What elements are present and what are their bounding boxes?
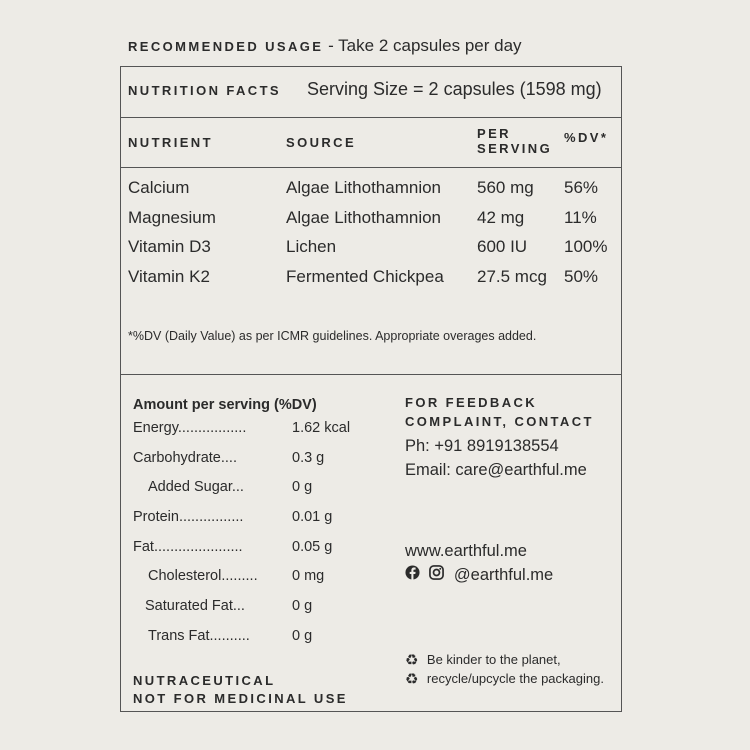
instagram-icon[interactable] — [429, 565, 444, 585]
nutrient-dv: 50% — [564, 267, 599, 286]
amount-label: Protein................ — [133, 509, 244, 525]
nutraceutical-label: NUTRACEUTICAL — [133, 673, 276, 688]
recycle-text: Be kinder to the planet, — [426, 652, 561, 668]
nutrition-facts-label: NUTRITION FACTS — [128, 83, 281, 98]
amount-label: Cholesterol......... — [148, 568, 258, 584]
nutrient-amount: 27.5 mcg — [477, 267, 547, 286]
amount-label: Fat...................... — [133, 539, 243, 555]
header-nutrient: NUTRIENT — [128, 135, 213, 150]
complaint-heading: COMPLAINT, CONTACT — [405, 414, 594, 429]
recommended-usage — [128, 36, 522, 56]
amount-value: 0.3 g — [292, 450, 325, 466]
header-per: PER — [477, 126, 511, 141]
recycle-line-2 — [405, 670, 604, 688]
usage-label: RECOMMENDED USAGE — [128, 39, 324, 54]
nutrient-dv: 56% — [564, 178, 599, 197]
amount-value: 0.05 g — [292, 539, 333, 555]
nutrient-source: Algae Lithothamnion — [286, 178, 442, 197]
nutrition-panel — [120, 66, 622, 712]
nutrient-dv: 11% — [564, 208, 597, 227]
amount-value: 0 g — [292, 479, 313, 495]
recycle-text: recycle/upcycle the packaging. — [426, 671, 604, 687]
nutrient-name: Calcium — [128, 178, 190, 197]
header-dv: %DV* — [564, 130, 609, 145]
nutrient-amount: 560 mg — [477, 178, 534, 197]
nutrient-amount: 600 IU — [477, 237, 528, 256]
header-serving: SERVING — [477, 141, 553, 156]
nutrient-source: Fermented Chickpea — [286, 267, 444, 286]
social-handle: @earthful.me — [453, 565, 554, 584]
amount-value: 0.01 g — [292, 509, 333, 525]
feedback-heading: FOR FEEDBACK — [405, 395, 538, 410]
nutrient-name: Vitamin K2 — [128, 267, 210, 286]
divider — [121, 117, 621, 118]
nutrient-source: Algae Lithothamnion — [286, 208, 442, 227]
social-row — [405, 565, 553, 585]
nutrient-source: Lichen — [286, 237, 337, 256]
not-medicinal-label: NOT FOR MEDICINAL USE — [133, 691, 348, 706]
nutrient-amount: 42 mg — [477, 208, 525, 227]
email-address: Email: care@earthful.me — [405, 461, 587, 479]
recycle-icon: ♻ — [405, 671, 419, 688]
amount-value: 0 g — [292, 628, 313, 644]
usage-text: - Take 2 capsules per day — [328, 36, 522, 55]
divider — [121, 374, 621, 375]
amount-value: 0 mg — [292, 568, 325, 584]
amount-value: 0 g — [292, 598, 313, 614]
serving-size: Serving Size = 2 capsules (1598 mg) — [307, 79, 602, 99]
amount-label: Energy................. — [133, 420, 247, 436]
recycle-icon: ♻ — [405, 652, 419, 669]
nutrient-dv: 100% — [564, 237, 608, 256]
amount-value: 1.62 kcal — [292, 420, 351, 436]
amount-label: Trans Fat.......... — [148, 628, 250, 644]
phone-number: Ph: +91 8919138554 — [405, 437, 559, 455]
amount-label: Carbohydrate.... — [133, 450, 237, 466]
facebook-icon[interactable] — [405, 565, 420, 585]
amount-label: Saturated Fat... — [145, 598, 245, 614]
divider — [121, 167, 621, 168]
amount-title: Amount per serving (%DV) — [133, 397, 317, 413]
website-link[interactable]: www.earthful.me — [405, 542, 527, 560]
nutrient-name: Vitamin D3 — [128, 237, 211, 256]
recycle-line-1 — [405, 651, 561, 669]
amount-label: Added Sugar... — [148, 479, 244, 495]
header-source: SOURCE — [286, 135, 357, 150]
nutrient-name: Magnesium — [128, 208, 216, 227]
dv-footnote: *%DV (Daily Value) as per ICMR guidelines. Appropriate overages added. — [128, 329, 537, 343]
